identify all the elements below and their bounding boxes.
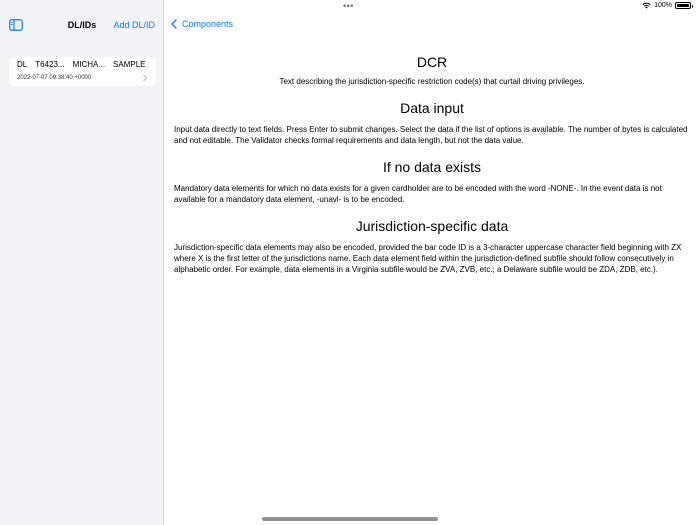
license-number: T6423... <box>35 60 65 69</box>
back-label: Components <box>182 19 234 29</box>
section-title-no-data: If no data exists <box>382 159 482 175</box>
sidebar-title: DL/IDs <box>67 20 97 30</box>
section-text-no-data: Mandatory data elements for which no data exists for a given cardholder are to be encoded with the word -NONE-. In the event data is not available for a mandatory data element, -unavl- is to be encoded. <box>174 184 662 204</box>
first-name: MICHA... <box>72 60 106 69</box>
detail-pane <box>165 0 700 525</box>
section-text-data-input: Input data directly to text fields. Press Enter to submit changes. Select the data if the list of options is available. The number of bytes is calculated and not editable. The Validator checks formal requirements and data length, but not the data value. <box>174 125 688 145</box>
chevron-right-icon <box>142 74 148 82</box>
last-name: SAMPLE <box>113 60 146 69</box>
list-item-summary <box>17 60 146 69</box>
list-item-timestamp: 2022-07-07 09:38:40 +0000 <box>17 75 92 81</box>
add-dl-id-button[interactable]: Add DL/ID <box>113 20 155 30</box>
section-title-dcr: DCR <box>416 54 448 70</box>
chevron-left-icon <box>171 19 177 29</box>
list-item[interactable] <box>9 57 156 86</box>
section-title-data-input: Data input <box>400 100 464 116</box>
section-text-jurisdiction: Jurisdiction-specific data elements may also be encoded, provided the bar code ID is a 3-character uppercase character field beginning with ZX where X is the first letter of the jurisdictions name. Each data element field within the jurisdiction-defined subfile should follow consecutively in alphabetic order. For example, data elements in a Virginia subfile would be ZVA, ZVB, etc.; a Delaware subfile would be ZDA, ZDB, etc.). <box>174 243 682 274</box>
back-button[interactable] <box>171 19 233 29</box>
help-content <box>174 54 690 288</box>
multitasking-dots-icon[interactable]: ••• <box>343 1 354 11</box>
section-text-dcr: Text describing the jurisdiction-specific restriction code(s) that curtail driving privileges. <box>279 77 585 86</box>
home-indicator[interactable] <box>262 517 438 521</box>
sidebar <box>0 0 164 525</box>
section-title-jurisdiction: Jurisdiction-specific data <box>355 218 509 234</box>
battery-percent: 100% <box>654 2 672 9</box>
license-type: DL <box>17 60 28 69</box>
